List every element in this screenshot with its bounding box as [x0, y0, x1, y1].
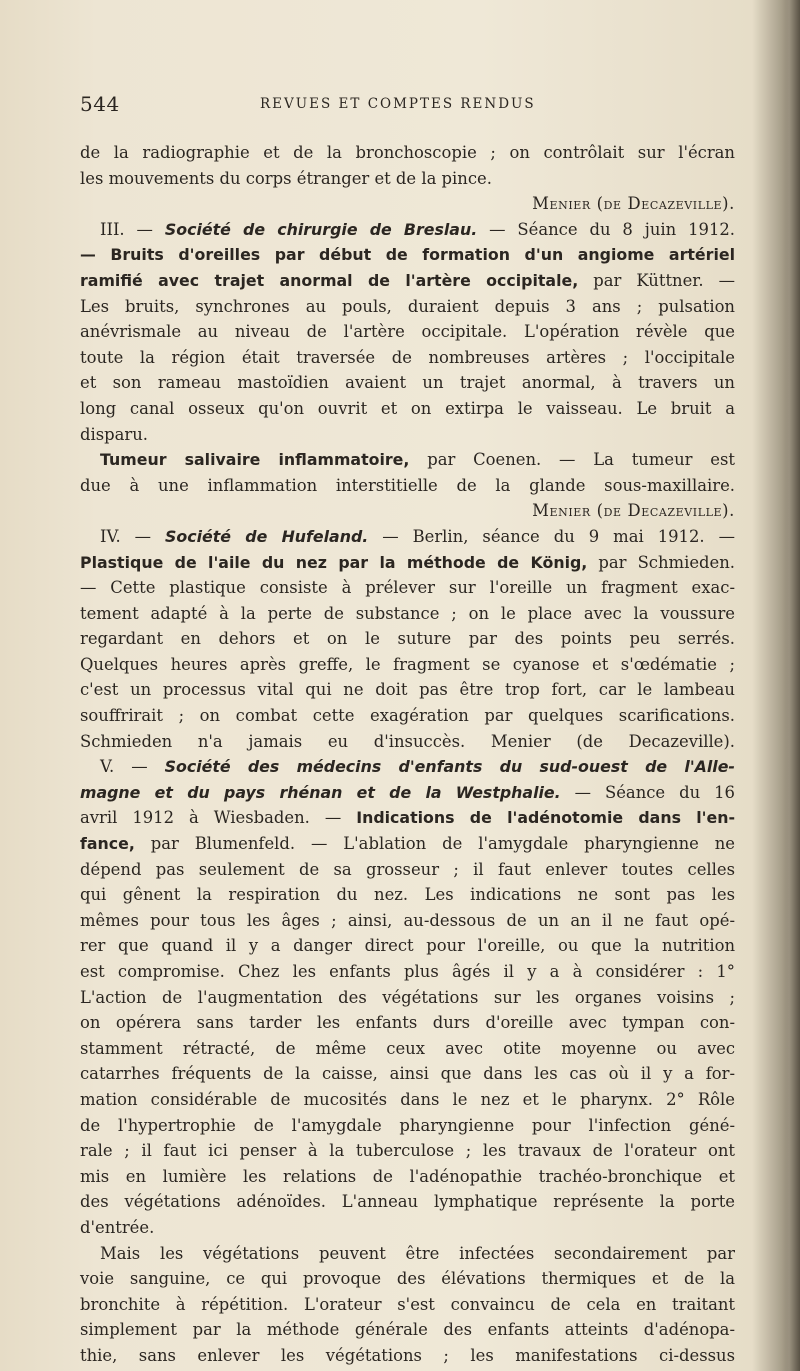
text-segment: long canal osseux qu'on ouvrit et on extirpa le vaisseau. Le bruit a	[80, 398, 735, 418]
text-segment: mis en lumière les relations de l'adénopathie trachéo-bronchique et	[80, 1166, 735, 1186]
text-segment: d'entrée.	[80, 1217, 155, 1237]
text-line	[80, 422, 735, 448]
text-segment: — Cette plastique consiste à prélever sur l'oreille un fragment exac-	[80, 578, 735, 598]
text-line	[80, 1343, 735, 1369]
text-segment: ramifié avec trajet anormal de l'artère occipitale,	[80, 270, 579, 290]
text-line	[80, 959, 735, 985]
text-line	[80, 780, 735, 806]
text-line	[80, 1113, 735, 1139]
text-line	[80, 652, 735, 678]
text-segment: — Berlin, séance du 9 mai 1912. —	[368, 526, 735, 546]
text-line	[80, 473, 735, 499]
text-segment: voie sanguine, ce qui provoque des élévations thermiques et de la	[80, 1269, 735, 1289]
text-line	[80, 754, 735, 780]
text-segment: qui gênent la respiration du nez. Les indications ne sont pas les	[80, 885, 735, 905]
text-segment: avril 1912 à Wiesbaden. —	[80, 808, 357, 828]
text-segment: Menier (de Decazeville).	[532, 501, 735, 521]
text-segment: et son rameau mastoïdien avaient un trajet anormal, à travers un	[80, 373, 735, 393]
text-segment: dépend pas seulement de sa grosseur ; il faut enlever toutes celles	[80, 859, 735, 879]
text-segment: est compromise. Chez les enfants plus âgés il y a à considérer : 1°	[80, 962, 735, 981]
page-number: 544	[80, 92, 120, 116]
text-segment: par Coenen. — La tumeur est	[409, 450, 736, 470]
text-segment: — Séance du 16	[560, 782, 735, 802]
text-segment: Plastique de l'aile du nez par la méthode de König,	[80, 552, 588, 572]
text-line	[80, 498, 735, 524]
text-line	[80, 191, 735, 217]
text-segment: Schmieden n'a jamais eu d'insuccès. Menier (de Decazeville).	[80, 731, 735, 751]
text-segment: c'est un processus vital qui ne doit pas être trop fort, car le lambeau	[80, 680, 735, 700]
text-line	[80, 985, 735, 1011]
text-segment: magne et du pays rhénan et de la Westphalie.	[80, 782, 561, 802]
text-segment: stamment rétracté, de même ceux avec otite moyenne ou avec	[80, 1038, 735, 1058]
text-segment: par Schmieden.	[587, 552, 735, 572]
text-line	[80, 242, 735, 268]
text-line	[80, 575, 735, 601]
text-line	[80, 370, 735, 396]
text-segment: Société de chirurgie de Breslau.	[164, 219, 478, 239]
text-line	[80, 447, 735, 473]
text-line	[80, 703, 735, 729]
text-segment: mêmes pour tous les âges ; ainsi, au-dessous de un an il ne faut opé-	[80, 910, 735, 930]
article-body	[80, 140, 735, 1369]
text-segment: Société des médecins d'enfants du sud-ouest de l'Alle-	[164, 757, 735, 777]
text-line	[80, 729, 735, 755]
text-segment: on opérera sans tarder les enfants durs d'oreille avec tympan con-	[80, 1013, 735, 1033]
text-line	[80, 882, 735, 908]
text-line	[80, 1266, 735, 1292]
text-line	[80, 1138, 735, 1164]
text-line	[80, 1036, 735, 1062]
text-segment: fance,	[80, 834, 135, 854]
text-line	[80, 550, 735, 576]
text-segment: regardant en dehors et on le suture par des points peu serrés.	[80, 629, 735, 649]
text-segment: — Bruits d'oreilles par début de formation d'un angiome artériel	[80, 245, 735, 265]
text-segment: — Séance du 8 juin 1912.	[477, 219, 736, 239]
text-line	[80, 831, 735, 857]
text-line	[80, 140, 735, 166]
text-line	[80, 1241, 735, 1267]
text-segment: thie, sans enlever les végétations ; les manifestations ci-dessus	[80, 1345, 735, 1365]
text-line	[80, 345, 735, 371]
text-segment: catarrhes fréquents de la caisse, ainsi que dans les cas où il y a for-	[80, 1064, 735, 1084]
text-segment: de l'hypertrophie de l'amygdale pharyngienne pour l'infection géné-	[80, 1115, 735, 1135]
text-segment: Tumeur salivaire inflammatoire,	[100, 450, 410, 470]
text-segment: rer que quand il y a danger direct pour l'oreille, ou que la nutrition	[80, 936, 735, 956]
text-segment: IV. —	[100, 526, 166, 546]
text-segment: anévrismale au niveau de l'artère occipitale. L'opération révèle que	[80, 322, 735, 342]
text-segment: Société de Hufeland.	[165, 526, 369, 546]
text-line	[80, 294, 735, 320]
text-line	[80, 319, 735, 345]
page-edge-shadow	[782, 0, 800, 1371]
text-line	[80, 217, 735, 243]
text-line	[80, 857, 735, 883]
text-segment: simplement par la méthode générale des enfants atteints d'adénopa-	[80, 1320, 735, 1340]
text-segment: due à une inflammation interstitielle de la glande sous-maxillaire.	[80, 475, 735, 495]
text-line	[80, 1189, 735, 1215]
text-segment: bronchite à répétition. L'orateur s'est convaincu de cela en traitant	[80, 1294, 735, 1314]
text-line	[80, 601, 735, 627]
text-segment: Indications de l'adénotomie dans l'en-	[356, 808, 735, 828]
text-segment: par Blumenfeld. — L'ablation de l'amygdale pharyngienne ne	[134, 834, 735, 854]
text-segment: les mouvements du corps étranger et de la pince.	[80, 168, 492, 188]
text-segment: L'action de l'augmentation des végétations sur les organes voisins ;	[80, 987, 735, 1007]
text-segment: par Küttner. —	[578, 270, 735, 290]
text-line	[80, 933, 735, 959]
text-line	[80, 166, 735, 192]
text-line	[80, 1215, 735, 1241]
text-line	[80, 1317, 735, 1343]
text-line	[80, 524, 735, 550]
page-header	[80, 92, 736, 116]
text-segment: rale ; il faut ici penser à la tuberculose ; les travaux de l'orateur ont	[80, 1141, 735, 1161]
text-segment: souffrirait ; on combat cette exagération par quelques scarifications.	[80, 706, 735, 726]
text-segment: III. —	[100, 219, 165, 239]
text-segment: Menier (de Decazeville).	[532, 194, 735, 214]
running-head: REVUES ET COMPTES RENDUS	[260, 96, 536, 112]
text-line	[80, 805, 735, 831]
text-line	[80, 1061, 735, 1087]
text-line	[80, 1164, 735, 1190]
text-segment: Les bruits, synchrones au pouls, duraient depuis 3 ans ; pulsation	[80, 296, 735, 316]
text-segment: V. —	[100, 757, 165, 777]
text-line	[80, 1292, 735, 1318]
text-segment: Quelques heures après greffe, le fragment se cyanose et s'œdématie ;	[80, 654, 735, 674]
text-segment: tement adapté à la perte de substance ; on le place avec la voussure	[80, 603, 735, 623]
text-line	[80, 1010, 735, 1036]
text-segment: disparu.	[80, 424, 149, 444]
text-segment: des végétations adénoïdes. L'anneau lymphatique représente la porte	[80, 1192, 735, 1212]
text-segment: Mais les végétations peuvent être infectées secondairement par	[100, 1243, 735, 1263]
text-line	[80, 626, 735, 652]
text-line	[80, 1087, 735, 1113]
text-line	[80, 908, 735, 934]
text-segment: mation considérable de mucosités dans le nez et le pharynx. 2° Rôle	[80, 1089, 735, 1109]
text-segment: de la radiographie et de la bronchoscopie ; on contrôlait sur l'écran	[80, 143, 735, 162]
text-line	[80, 396, 735, 422]
text-segment: toute la région était traversée de nombreuses artères ; l'occipitale	[80, 347, 735, 367]
text-line	[80, 268, 735, 294]
text-line	[80, 677, 735, 703]
